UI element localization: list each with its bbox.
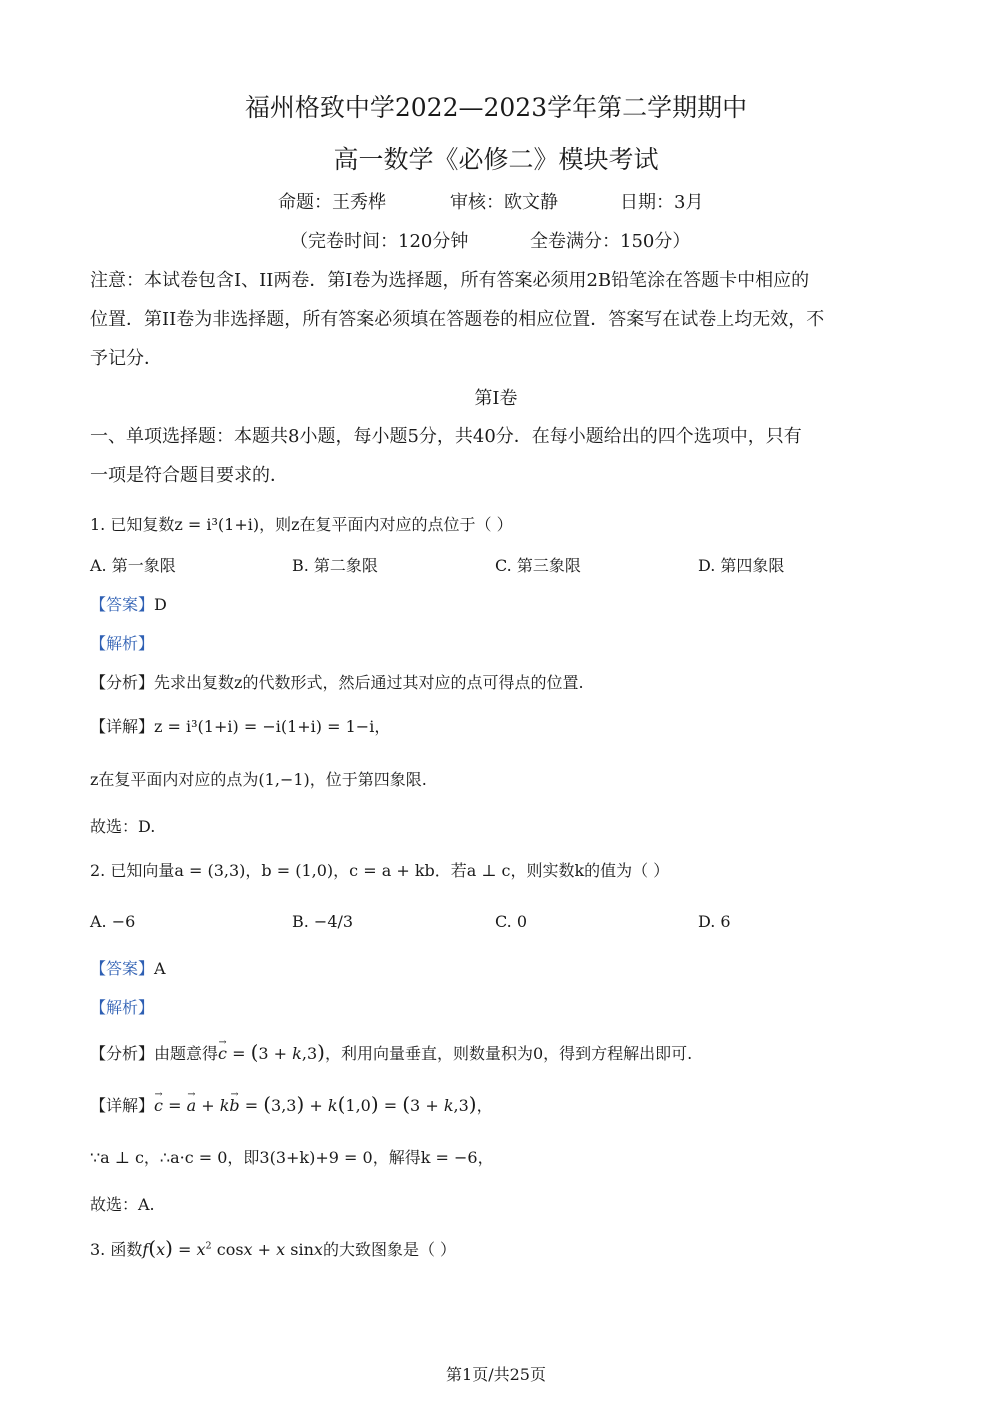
q1-detail-line2: z在复平面内对应的点为(1,−1)，位于第四象限. — [90, 770, 427, 789]
q1-suffix: ，则z在复平面内对应的点位于（ ） — [259, 515, 513, 534]
q1-option-b: B. 第二象限 — [292, 556, 378, 575]
answer-tag: 【答案】 — [90, 959, 155, 978]
date-label: 日期：3月 — [620, 192, 704, 213]
q3-suffix: 的大致图象是（ ） — [322, 1240, 457, 1259]
q2-answer-value: A — [154, 959, 166, 978]
notice-line1: 注意：本试卷包含I、II两卷．第I卷为选择题，所有答案必须用2B铅笔涂在答题卡中相应的 — [90, 270, 810, 291]
section1-line1: 一、单项选择题：本题共8小题，每小题5分，共40分．在每小题给出的四个选项中，只有 — [90, 426, 802, 447]
question-3-stem — [90, 1236, 456, 1260]
q3-expr: $f(x) = x^2$ cosx + x sinx — [142, 1236, 323, 1260]
q2-fenxi-pre: 由题意得 — [154, 1044, 219, 1063]
section1-line2: 一项是符合题目要求的． — [90, 465, 288, 486]
q2-fenxi-expr: → c = (3 + k,3) — [218, 1044, 325, 1063]
q2-option-a: A. −6 — [90, 912, 136, 931]
q1-answer-value: D — [154, 595, 167, 614]
author-label: 命题：王秀桦 — [278, 192, 386, 213]
reviewer-label: 审核：欧文静 — [450, 192, 558, 213]
exam-title-line2: 高一数学《必修二》模块考试 — [333, 145, 659, 174]
q2-option-c: C. 0 — [495, 912, 528, 931]
full-score: 全卷满分：150分） — [530, 231, 691, 252]
exam-title-line1: 福州格致中学2022—2023学年第二学期期中 — [244, 93, 748, 122]
q2-answer — [90, 956, 166, 979]
q1-fenxi-text: 先求出复数z的代数形式，然后通过其对应的点可得点的位置. — [154, 673, 584, 692]
detail-tag: 【详解】 — [90, 717, 155, 736]
q2-prefix: 2. 已知向量 — [90, 861, 175, 880]
notice-line2: 位置．第II卷为非选择题，所有答案必须填在答题卷的相应位置．答案写在试卷上均无效，不 — [90, 309, 825, 330]
q2-fenxi — [90, 1040, 692, 1064]
answer-tag: 【答案】 — [90, 595, 155, 614]
q2-detail-line2: ∵a ⊥ c，∴a·c = 0，即3(3+k)+9 = 0，解得k = −6， — [90, 1148, 494, 1167]
q1-expr: z = i³(1+i) — [174, 515, 260, 534]
q1-analysis-tag: 【解析】 — [90, 634, 155, 653]
fenxi-tag: 【分析】 — [90, 673, 155, 692]
volume-title: 第I卷 — [474, 388, 518, 409]
detail-tag: 【详解】 — [90, 1096, 155, 1115]
q1-prefix: 1. 已知复数 — [90, 515, 175, 534]
q2-stem-text: a = (3,3)，b = (1,0)，c = a + kb．若a ⊥ c，则实数k的值为（ ） — [174, 861, 670, 880]
notice-line3: 予记分． — [90, 348, 162, 369]
question-1-stem — [90, 512, 513, 535]
q2-choice: 故选：A. — [90, 1195, 155, 1214]
page-footer: 第1页/共25页 — [446, 1365, 546, 1384]
fenxi-tag: 【分析】 — [90, 1044, 155, 1063]
q3-prefix: 3. 函数 — [90, 1240, 143, 1259]
q2-detail — [90, 1092, 493, 1116]
question-2-stem — [90, 858, 669, 881]
q2-detail-expr: → c = → a + k→ b = (3,3) + k(1,0) = (3 + k,3)， — [154, 1096, 493, 1115]
q2-analysis-tag: 【解析】 — [90, 998, 155, 1017]
q2-option-b: B. −4/3 — [292, 912, 354, 931]
q2-option-d: D. 6 — [698, 912, 731, 931]
q1-choice: 故选：D. — [90, 817, 156, 836]
q1-detail-expr: z = i³(1+i) = −i(1+i) = 1−i， — [154, 717, 391, 736]
q1-fenxi — [90, 670, 584, 693]
q1-option-d: D. 第四象限 — [698, 556, 785, 575]
q1-option-a: A. 第一象限 — [90, 556, 176, 575]
time-limit: （完卷时间：120分钟 — [290, 231, 469, 252]
q2-fenxi-post: ，利用向量垂直，则数量积为0，得到方程解出即可. — [324, 1044, 693, 1063]
q1-option-c: C. 第三象限 — [495, 556, 581, 575]
q1-answer — [90, 592, 167, 615]
q1-detail — [90, 714, 390, 737]
